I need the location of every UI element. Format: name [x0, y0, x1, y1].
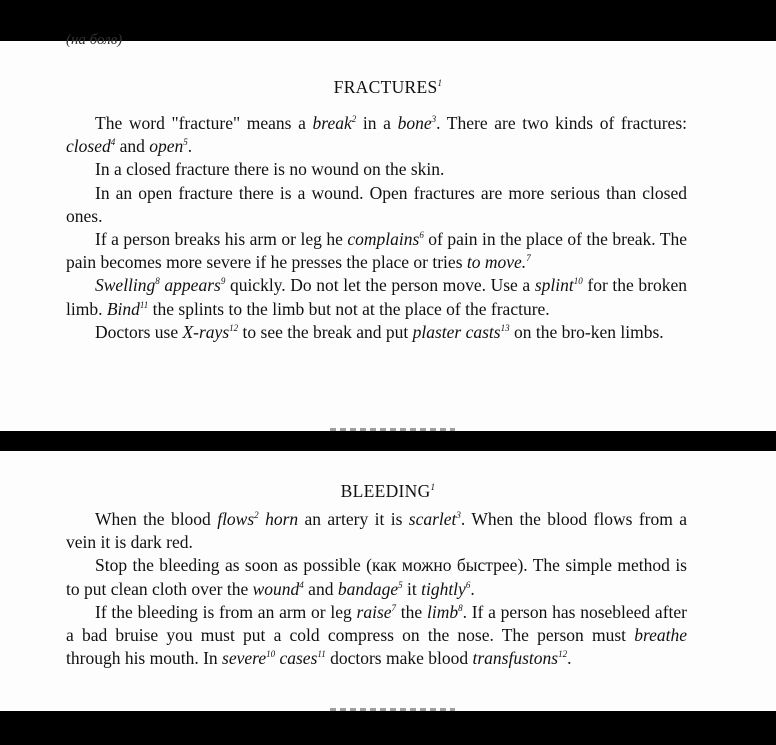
text-run: If a person breaks his arm or leg he: [95, 229, 348, 250]
page-fractures: [0, 32, 776, 431]
text-run: The word "fracture" means a: [95, 113, 313, 133]
text-run: Stop the bleeding as soon as possible (как можно быстрее). The simple method is to put clean cloth over the: [66, 555, 687, 599]
text-run: on the bro-ken limbs.: [509, 321, 664, 342]
glossary-word: bone: [397, 113, 432, 133]
footnote-mark: 2: [254, 510, 259, 520]
text-run: In an open fracture there is a wound. Open fractures are more serious than closed ones.: [66, 182, 687, 226]
footnote-mark: 10: [266, 649, 276, 660]
text-run: .: [567, 648, 572, 669]
footnote-mark: 7: [391, 602, 397, 613]
glossary-word: horn: [265, 509, 299, 529]
text-run: and: [115, 136, 150, 157]
page-bleeding: [0, 451, 776, 711]
text-run: through his mouth. In: [66, 648, 223, 669]
glossary-word: tightly: [421, 578, 466, 599]
glossary-word: complains: [347, 229, 420, 250]
cut-off-header: (на болв): [66, 32, 123, 48]
glossary-word: closed: [66, 136, 111, 157]
text-run: for the broken limb.: [66, 275, 688, 319]
glossary-word: cases: [279, 648, 318, 669]
paragraph: [66, 321, 687, 344]
footnote-mark: 3: [431, 114, 437, 124]
text-run: quickly. Do not let the person move. Use a: [225, 275, 535, 296]
glossary-word: severe: [222, 648, 267, 669]
text-run: .: [187, 136, 193, 157]
glossary-word: break: [312, 113, 352, 133]
paragraph: [66, 182, 687, 228]
glossary-word: scarlet: [408, 509, 457, 529]
text-run: doctors make blood: [325, 648, 473, 669]
text-run: the splints to the limb but not at the place of the fracture.: [148, 298, 550, 319]
footnote-mark: 5: [183, 137, 188, 148]
footnote-mark: 8: [155, 276, 160, 287]
text-run: the: [396, 601, 427, 622]
glossary-word: breathe: [634, 625, 687, 646]
text-run: of pain in the place of the break. The pain becomes more severe if he presses the place or tries: [66, 229, 688, 273]
footnote-mark: 9: [220, 276, 226, 287]
footnote-mark: 4: [299, 579, 304, 590]
text-run: Doctors use: [95, 321, 183, 342]
footnote-mark: 11: [317, 649, 326, 660]
footnote-mark: 10: [573, 276, 583, 287]
paragraph: [66, 112, 687, 158]
glossary-word: appears: [164, 275, 221, 296]
footnote-mark: 2: [351, 114, 357, 124]
text-run: in a: [356, 113, 398, 133]
bleeding-title: [0, 481, 776, 502]
footnote-mark: 1: [437, 78, 443, 88]
text-run: In a closed fracture there is no wound on the skin.: [95, 159, 445, 180]
glossary-word: limb: [426, 601, 459, 622]
footnote-mark: 11: [139, 299, 149, 310]
middle-black-bar: [0, 431, 776, 451]
bottom-black-bar: [0, 711, 776, 745]
paragraph: [66, 228, 687, 274]
glossary-word: flows: [217, 509, 255, 529]
paragraph: [66, 274, 687, 320]
footnote-mark: 6: [465, 579, 471, 590]
footnote-mark: 3: [456, 510, 461, 520]
glossary-word: plaster casts: [412, 321, 501, 342]
glossary-word: wound: [252, 578, 300, 599]
footnote-mark: 13: [500, 322, 510, 333]
footnote-mark: 8: [458, 602, 463, 613]
paragraph: [66, 508, 687, 554]
glossary-word: transfustons: [472, 648, 559, 669]
footnote-mark: 1: [430, 482, 436, 492]
glossary-word: to move.: [466, 252, 527, 273]
footnote-mark: 4: [110, 137, 116, 148]
bleeding-body: [66, 508, 687, 670]
text-run: . If a person has nosebleed after a bad bruise you must put a cold compress on the nose. The person must: [66, 601, 687, 646]
glossary-word: open: [149, 136, 184, 157]
text-run: If the bleeding is from an arm or leg: [95, 601, 357, 622]
text-run: .: [470, 578, 475, 599]
text-run: an artery it is: [298, 509, 409, 529]
glossary-word: raise: [356, 601, 392, 622]
glossary-word: Swelling: [95, 275, 156, 296]
footnote-mark: 7: [526, 253, 531, 264]
title-text: BLEEDING: [340, 481, 431, 501]
footnote-mark: 6: [419, 230, 424, 241]
text-run: When the blood: [95, 509, 218, 529]
text-run: . When the blood flows from a vein it is dark red.: [66, 509, 688, 553]
glossary-word: splint: [534, 275, 574, 296]
paragraph: [66, 554, 687, 600]
fractures-title: [0, 77, 776, 98]
footnote-mark: 12: [229, 322, 239, 333]
paragraph: [66, 601, 687, 671]
text-run: . There are two kinds of fractures:: [436, 113, 687, 133]
text-run: to see the break and put: [238, 321, 413, 342]
text-run: it: [402, 578, 422, 599]
glossary-word: X-rays: [182, 321, 230, 342]
fractures-body: [66, 112, 687, 344]
paragraph: [66, 158, 687, 181]
text-run: and: [303, 578, 338, 599]
glossary-word: bandage: [337, 578, 399, 599]
glossary-word: Bind: [106, 298, 140, 319]
title-text: FRACTURES: [333, 77, 438, 97]
footnote-mark: 12: [558, 649, 568, 660]
footnote-mark: 5: [398, 579, 403, 590]
